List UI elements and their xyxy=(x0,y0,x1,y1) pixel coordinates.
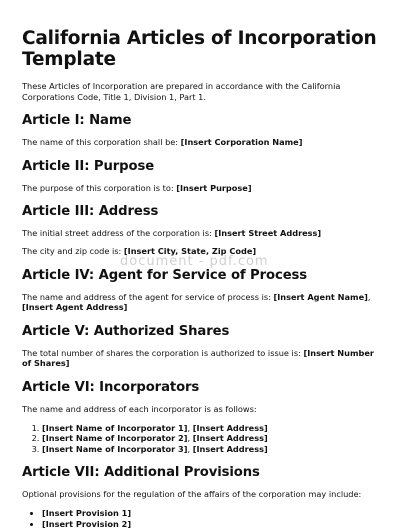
incorporator-name-field: [Insert Name of Incorporator 3] xyxy=(42,444,188,454)
street-address-field: [Insert Street Address] xyxy=(214,228,321,238)
shares-field: [Insert Number of Shares] xyxy=(22,348,374,369)
article-3-line-1 xyxy=(22,228,382,239)
agent-address-field: [Insert Agent Address] xyxy=(22,302,127,312)
provision-list xyxy=(22,508,382,529)
intro-paragraph: These Articles of Incorporation are prepared in accordance with the California Corporations Code, Title 1, Division 1, Part 1. xyxy=(22,81,382,102)
document-title: California Articles of Incorporation Template xyxy=(22,28,382,70)
list-item xyxy=(42,433,382,444)
article-7-heading: Article VII: Additional Provisions xyxy=(22,465,382,481)
incorporator-address-field: [Insert Address] xyxy=(193,444,268,454)
article-2-text xyxy=(22,183,382,194)
article-3-line-2 xyxy=(22,246,382,257)
agent-label: The name and address of the agent for service of process is: xyxy=(22,292,273,302)
article-5-text xyxy=(22,348,382,369)
incorporator-address-field: [Insert Address] xyxy=(193,433,268,443)
article-4-heading: Article IV: Agent for Service of Process xyxy=(22,268,382,284)
list-item xyxy=(42,423,382,434)
incorporator-separator: , xyxy=(188,423,193,433)
incorporator-list xyxy=(22,423,382,455)
watermark: document - pdf.com xyxy=(120,254,269,269)
article-3-section xyxy=(22,204,382,256)
street-address-label: The initial street address of the corporation is: xyxy=(22,228,214,238)
list-item xyxy=(42,519,382,529)
article-2-label: The purpose of this corporation is to: xyxy=(22,183,176,193)
document-page xyxy=(22,28,382,529)
article-6-text: The name and address of each incorporator is as follows: xyxy=(22,404,382,415)
article-1-text xyxy=(22,137,382,148)
incorporator-name-field: [Insert Name of Incorporator 2] xyxy=(42,433,188,443)
article-1-section xyxy=(22,113,382,148)
article-7-text: Optional provisions for the regulation of the affairs of the corporation may include: xyxy=(22,489,382,500)
article-1-heading: Article I: Name xyxy=(22,113,382,129)
city-zip-label: The city and zip code is: xyxy=(22,246,124,256)
article-7-section xyxy=(22,465,382,529)
incorporator-separator: , xyxy=(188,433,193,443)
list-item xyxy=(42,444,382,455)
article-3-heading: Article III: Address xyxy=(22,204,382,220)
corporation-name-field: [Insert Corporation Name] xyxy=(181,137,303,147)
article-5-section xyxy=(22,324,382,369)
article-2-heading: Article II: Purpose xyxy=(22,159,382,175)
list-item xyxy=(42,508,382,519)
article-6-section xyxy=(22,380,382,454)
incorporator-name-field: [Insert Name of Incorporator 1] xyxy=(42,423,188,433)
article-1-label: The name of this corporation shall be: xyxy=(22,137,181,147)
purpose-field: [Insert Purpose] xyxy=(176,183,251,193)
incorporator-separator: , xyxy=(188,444,193,454)
agent-name-field: [Insert Agent Name] xyxy=(273,292,367,302)
incorporator-address-field: [Insert Address] xyxy=(193,423,268,433)
article-6-heading: Article VI: Incorporators xyxy=(22,380,382,396)
article-4-text xyxy=(22,292,382,313)
article-4-section xyxy=(22,268,382,313)
provision-field: [Insert Provision 1] xyxy=(42,508,131,518)
shares-label: The total number of shares the corporation is authorized to issue is: xyxy=(22,348,303,358)
article-2-section xyxy=(22,159,382,194)
article-5-heading: Article V: Authorized Shares xyxy=(22,324,382,340)
agent-separator: , xyxy=(368,292,371,302)
provision-field: [Insert Provision 2] xyxy=(42,519,131,529)
city-zip-field: [Insert City, State, Zip Code] xyxy=(124,246,256,256)
